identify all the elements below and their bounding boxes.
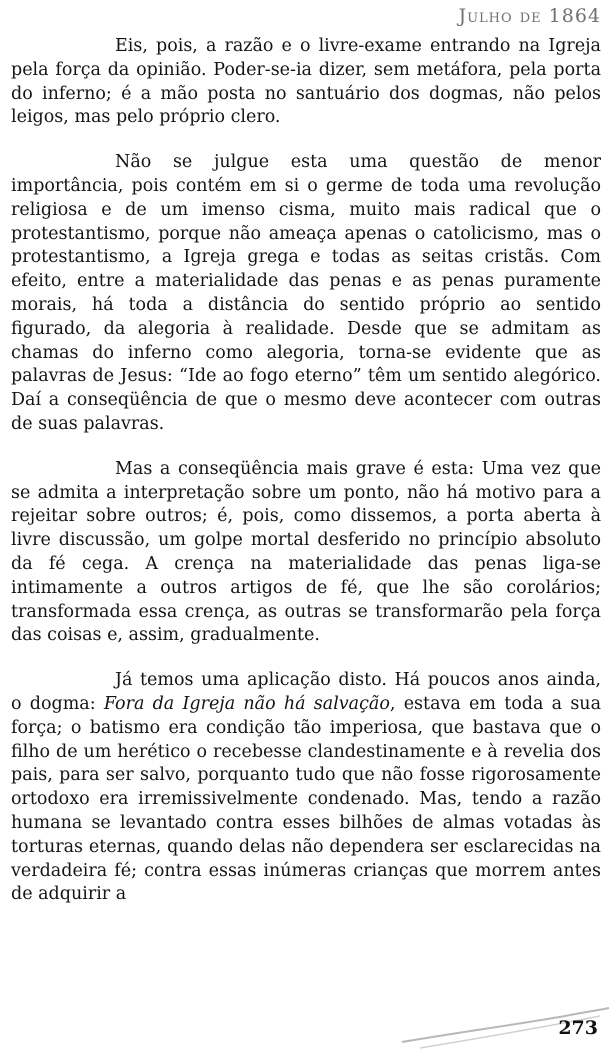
paragraph-1: Eis, pois, a razão e o livre-exame entrando na Igreja pela força da opinião. Poder-se-ia dizer, sem metáfora, pela porta do inferno; é a mão posta no santuário dos dogmas, não pelos leigos, mas pelo próprio clero. bbox=[11, 36, 601, 128]
paragraph-4-start: Já temos uma aplicação disto. Há poucos anos ainda, o dogma: bbox=[11, 670, 601, 714]
paragraph-4-rest: , estava em toda a sua força; o batismo era condição tão imperiosa, que bastava que o filho de um herético o recebesse clandestinamente e à revelia dos pais, para ser salvo, porquanto tudo que não fosse rigorosamente ortodoxo era irremissivelmente condenado. Mas, tendo a razão humana se levantado contra esses bilhões de almas votadas às torturas eternas, quando delas não dependera ser esclarecidas na verdadeira fé; contra essas inúmeras crianças que morrem antes de adquirir a bbox=[11, 693, 601, 905]
paragraph-2: Não se julgue esta uma questão de menor importância, pois contém em si o germe de toda uma revolução religiosa e de um imenso cisma, muito mais radical que o protestantismo, porque não ameaça apenas o catolicismo, mas o protestantismo, a Igreja grega e todas as seitas cristãs. Com efeito, entre a materialidade das penas e as penas puramente morais, há toda a distância do sentido próprio ao sentido figurado, da alegoria à realidade. Desde que se admitam as chamas do inferno como alegoria, torna-se evidente que as palavras de Jesus: “Ide ao fogo eterno” têm um sentido alegórico. Daí a conseqüência de que o mesmo deve acontecer com outras de suas palavras. bbox=[11, 152, 601, 434]
running-header: Julho de 1864 bbox=[458, 5, 601, 27]
paragraph-3: Mas a conseqüência mais grave é esta: Uma vez que se admita a interpretação sobre um ponto, não há motivo para a rejeitar sobre outros; é, pois, como dissemos, a porta aberta à livre discussão, um golpe mortal desferido no princípio absoluto da fé cega. A crença na materialidade das penas liga-se intimamente a outros artigos de fé, que lhe são corolários; transformada essa crença, as outras se transformarão pela força das coisas e, assim, gradualmente. bbox=[11, 458, 601, 646]
page-number: 273 bbox=[558, 1017, 598, 1039]
dogma-quote: Fora da Igreja não há salvação bbox=[103, 693, 390, 714]
page-body bbox=[11, 35, 601, 907]
paragraph-4 bbox=[11, 669, 601, 907]
